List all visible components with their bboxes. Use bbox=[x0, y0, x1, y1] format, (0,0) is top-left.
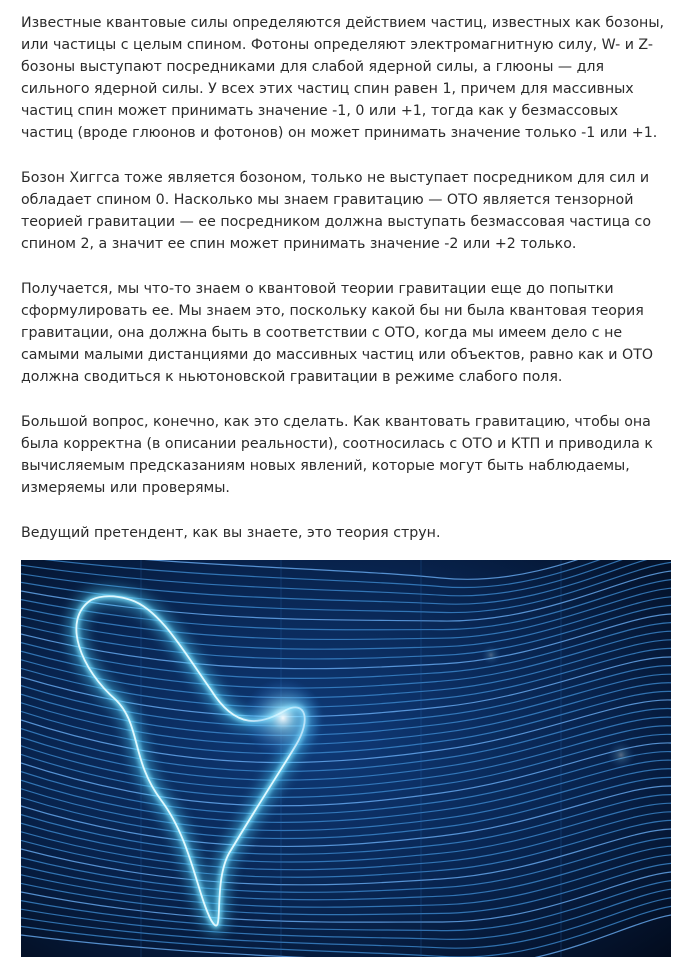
paragraph-higgs-boson: Бозон Хиггса тоже является бозоном, только не выступает посредником для сил и обладает спином 0. Насколько мы знаем гравитацию — ОТО является тензорной теорией гравитации — ее посредником должна выступать безмассовая частица со спином 2, а значит ее спин может принимать значение -2 или +2 только. bbox=[21, 170, 652, 252]
light-dot bbox=[607, 741, 635, 769]
article-body bbox=[21, 12, 669, 567]
light-dot bbox=[481, 645, 501, 665]
string-theory-artwork bbox=[21, 560, 671, 957]
paragraph-string-theory: Ведущий претендент, как вы знаете, это теория струн. bbox=[21, 525, 441, 541]
paragraph-big-question: Большой вопрос, конечно, как это сделать. Как квантовать гравитацию, чтобы она была корректна (в описании реальности), соотносилась с ОТО и КТП и приводила к вычисляемым предсказаниям новых явлений, которые могут быть наблюдаемы, измеряемы или проверямы. bbox=[21, 414, 653, 496]
paragraph-quantum-forces: Известные квантовые силы определяются действием частиц, известных как бозоны, или частицы с целым спином. Фотоны определяют электромагнитную силу, W- и Z-бозоны выступают посредниками для слабой ядерной силы, а глюоны — для сильного ядерной силы. У всех этих частиц спин равен 1, причем для массивных частиц спин может принимать значение -1, 0 или +1, тогда как у безмассовых частиц (вроде глюонов и фотонов) он может принимать значение только -1 или +1. bbox=[21, 15, 665, 141]
paragraph-quantum-gravity: Получается, мы что-то знаем о квантовой теории гравитации еще до попытки сформулировать ее. Мы знаем это, поскольку какой бы ни была квантовая теория гравитации, она должна быть в соответствии с ОТО, когда мы имеем дело с не самыми малыми дистанциями до массивных частиц или объектов, равно как и ОТО должна сводиться к ньютоновской гравитации в режиме слабого поля. bbox=[21, 281, 654, 385]
light-flare bbox=[243, 678, 323, 758]
string-theory-illustration bbox=[21, 560, 671, 957]
